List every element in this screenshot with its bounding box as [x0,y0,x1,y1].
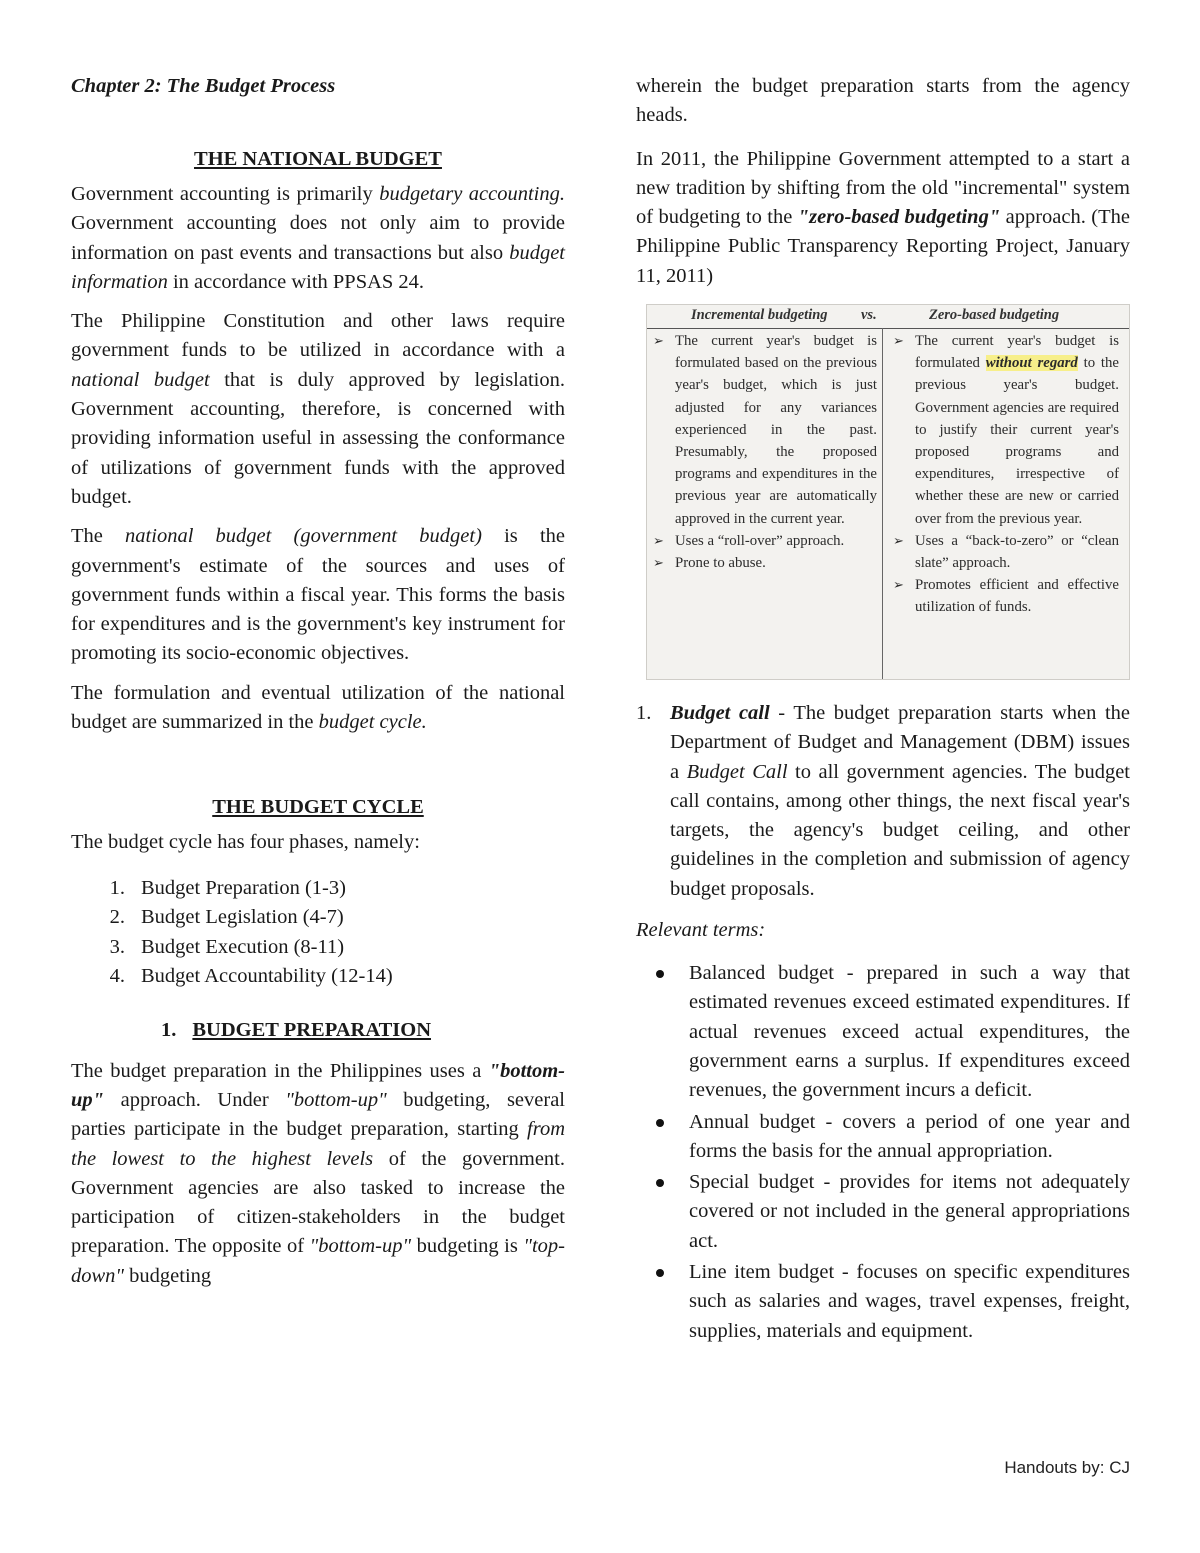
vs-label: vs. [861,307,877,323]
relevant-terms-list [636,959,1130,1346]
bullet-icon [656,1179,664,1187]
table-bullet: ➢ Uses a “roll-over” approach. [651,530,877,552]
bullet-icon [656,1119,664,1127]
budget-call-item: 1. Budget call - The budget preparation starts when the Department of Budget and Management (DBM) issues a Budget Call to all government agencies. The budget call contains, among other things, the next fiscal year's targets, the agency's budget ceiling, and other guidelines in the completion and submission of agency budget proposals. [636,702,1131,900]
table-bullet: ➢ The current year's budget is formulated based on the previous year's budget, which is just adjusted for any variances experienced in the past. Presumably, the proposed programs and expenditures in the previous year are automatically approved in the current year. [651,330,877,530]
list-item: 4. Budget Accountability (12-14) [109,965,393,988]
paragraph-budget-cycle-intro: The formulation and eventual utilization of the national budget are summarized in the budget cycle. [71,681,565,734]
bullet-icon [656,1269,664,1277]
table-bullet: ➢ Promotes efficient and effective utilization of funds. [891,574,1119,618]
highlighted-text: without regard [985,355,1078,372]
paragraph-zero-based: In 2011, the Philippine Government attempted to a start a new tradition by shifting from the old "incremental" system of budgeting to the "zero-based budgeting" approach. (The Philippine Public Transparency Reporting Project, January 11, 2011) [636,147,1130,287]
incremental-column [651,330,877,574]
bullet-icon [656,970,664,978]
paragraph-bottom-up: The budget preparation in the Philippines uses a "bottom-up" approach. Under "bottom-up" budgeting, several parties participate in the budget preparation, starting from the lowest to the highest levels of the government. Government agencies are also tasked to increase the participation of citizen-stakeholders in the budget preparation. The opposite of "bottom-up" budgeting is "top-down" budgeting [71,1059,566,1287]
list-item: 2. Budget Legislation (4-7) [109,906,344,929]
zero-based-header: Zero-based budgeting [929,307,1060,323]
paragraph-constitution: The Philippine Constitution and other laws require government funds to be utilized in accordance with a national budget that is duly approved by legislation. Government accounting, therefore, is concerned with providing information useful in assessing the conformance of utilizations of government funds with the approved budget. [71,310,565,508]
left-column [71,72,565,1301]
list-item: 3. Budget Execution (8-11) [109,935,345,958]
table-bullet: ➢ Uses a “back-to-zero” or “clean slate” approach. [891,530,1119,574]
right-column [636,72,1130,301]
paragraph-national-budget-definition: The national budget (government budget) is the government's estimate of the sources and uses of government funds within a fiscal year. This forms the basis for expenditures and is the government's key instrument for promoting its socio-economic objectives. [71,525,566,665]
budget-cycle-heading: THE BUDGET CYCLE [212,796,424,819]
budget-phases-list [71,874,565,992]
table-header [647,305,1129,327]
right-column-lower [636,699,1130,1348]
national-budget-heading: THE NATIONAL BUDGET [194,148,442,170]
list-item: Line item budget - focuses on specific expenditures such as salaries and wages, travel expenses, freight, supplies, materials and equipment. [636,1258,1130,1346]
budgeting-comparison-table [646,304,1130,680]
paragraph-government-accounting: Government accounting is primarily budgetary accounting. Government accounting does not only aim to provide information on past events and transactions but also budget information in accordance with PPSAS 24. [71,183,565,293]
zero-based-column [891,330,1119,619]
paragraph-agency-heads: wherein the budget preparation starts from the agency heads. [636,75,1130,127]
table-bullet: ➢ The current year's budget is formulated without regard to the previous year's budget. Government agencies are required to justify their current year's proposed programs and expenditures, irrespective of whether these are new or carried over from the previous year. [891,330,1119,530]
table-bullet: ➢ Prone to abuse. [651,552,877,574]
list-item: 1. Budget Preparation (1-3) [109,876,346,899]
relevant-terms-label: Relevant terms: [636,919,766,942]
cycle-phases-intro: The budget cycle has four phases, namely: [71,831,420,854]
list-item: Special budget - provides for items not adequately covered or not included in the general appropriations act. [636,1168,1130,1256]
list-item: Annual budget - covers a period of one year and forms the basis for the annual appropriation. [636,1108,1130,1167]
budget-preparation-heading: 1. BUDGET PREPARATION [161,1018,431,1041]
chapter-title: Chapter 2: The Budget Process [71,75,336,97]
list-item: Balanced budget - prepared in such a way that estimated revenues exceed estimated expenditures. If actual revenues exceed actual expenditures, the government earns a surplus. If expenditures exceed revenues, the government incurs a deficit. [636,959,1130,1105]
incremental-header: Incremental budgeting [691,307,828,323]
footer-credit: Handouts by: CJ [1004,1458,1130,1477]
